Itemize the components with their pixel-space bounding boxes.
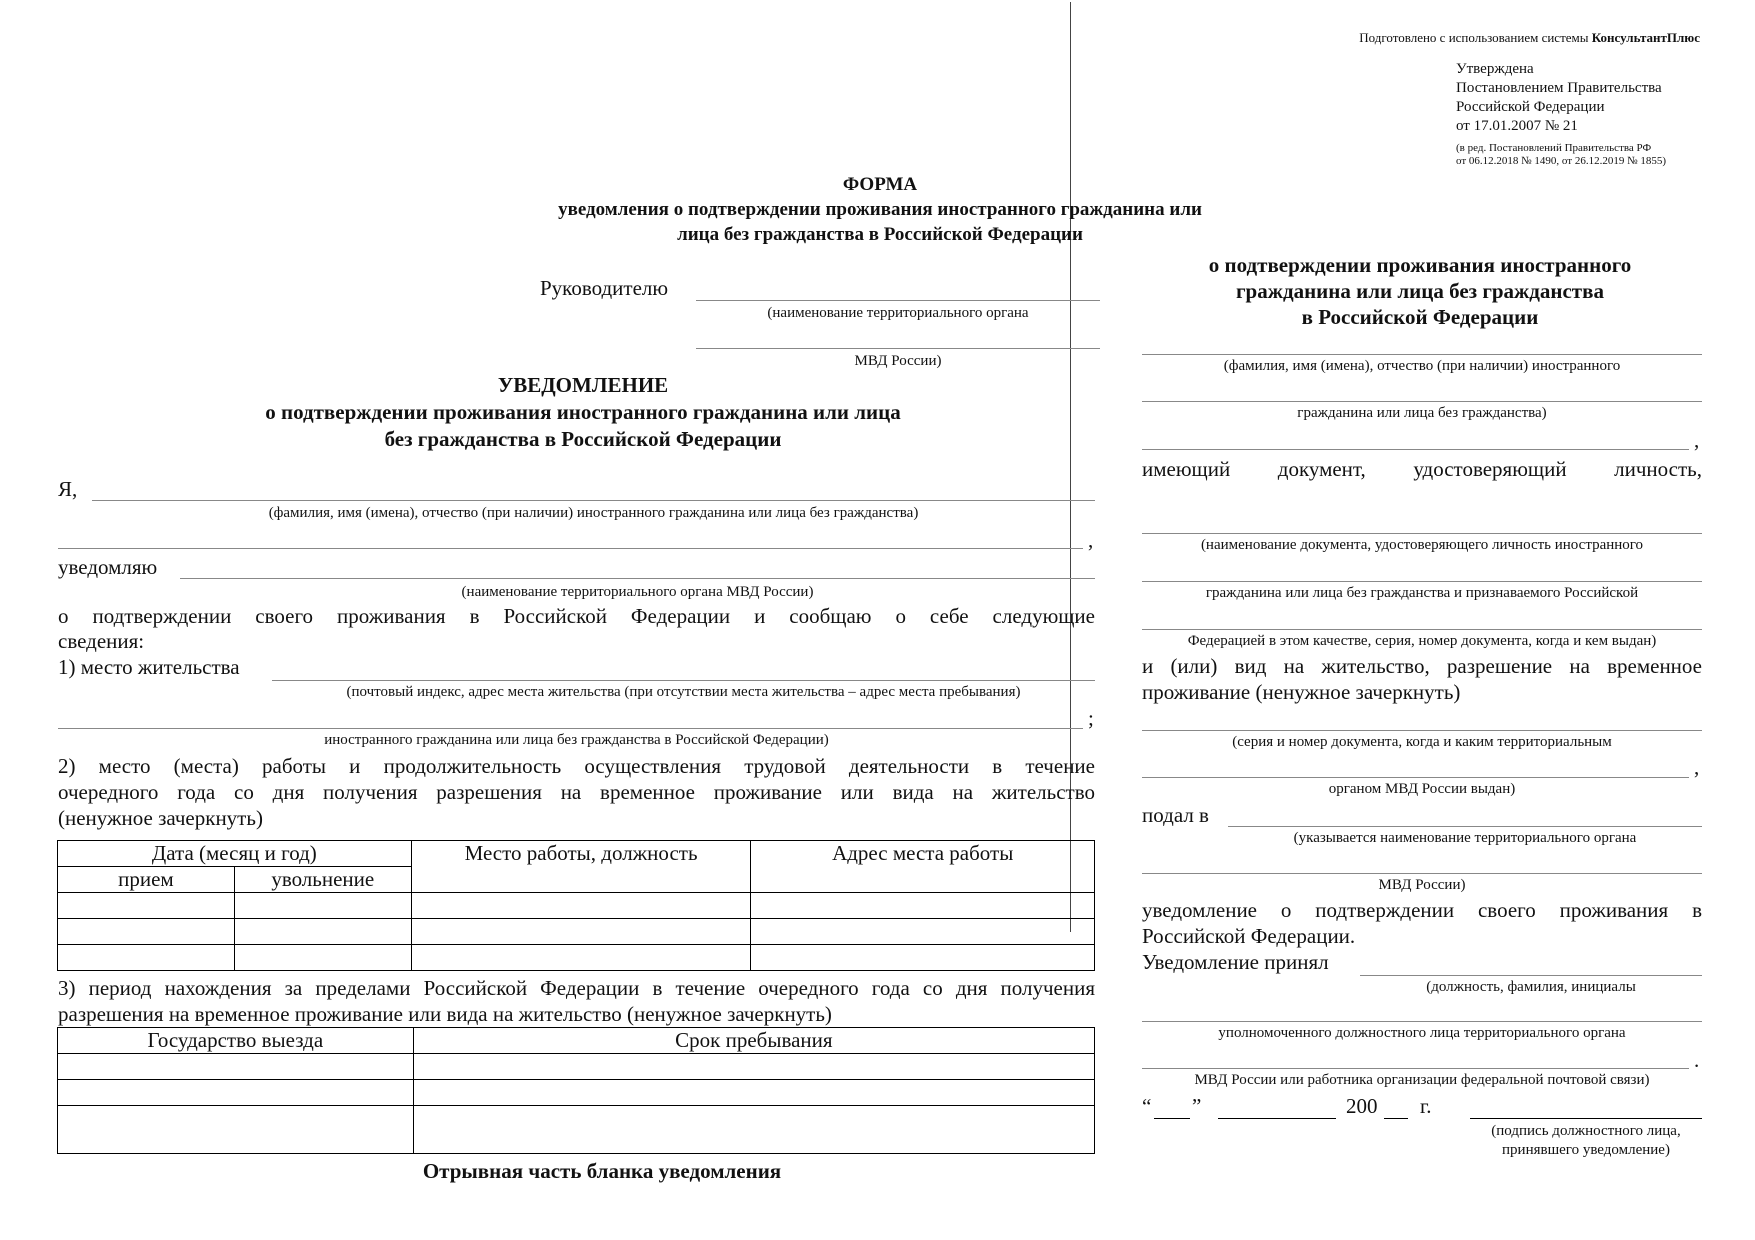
addressee-line-1[interactable] — [696, 300, 1100, 301]
cell-country[interactable] — [58, 1080, 414, 1106]
r-permit-line-2: проживание (ненужное зачеркнуть) — [1142, 680, 1461, 704]
r-notif-line-1: уведомление о подтверждении своего проживания в — [1142, 898, 1702, 922]
r-ser-caption-2: органом МВД России выдан) — [1328, 781, 1516, 797]
table-row — [58, 945, 1095, 971]
r-ter-caption-2: МВД России) — [1378, 877, 1466, 893]
para-confirm-line-2: сведения: — [58, 629, 145, 653]
cell-country[interactable] — [58, 1054, 414, 1080]
r-fio-caption-2: гражданина или лица без гражданства) — [1297, 405, 1547, 421]
r-pos-caption-3: МВД России или работника организации федеральной почтовой связи) — [1194, 1072, 1650, 1088]
r-signature-line[interactable] — [1470, 1118, 1702, 1119]
r-filed-label: подал в — [1142, 803, 1209, 827]
r-doc-line-1[interactable] — [1142, 533, 1702, 534]
header-dismissal: увольнение — [234, 867, 411, 893]
ya-label: Я, — [58, 477, 78, 501]
cell-dismissal[interactable] — [234, 945, 411, 971]
table-row — [58, 893, 1095, 919]
cell-address[interactable] — [751, 919, 1095, 945]
applicant-name-line-2[interactable] — [58, 548, 1083, 549]
notice-subtitle-2: без гражданства в Российской Федерации — [384, 427, 782, 451]
item2-line-2: очередного года со дня получения разрешения на временное проживание или вида на жительство — [58, 780, 1095, 804]
r-comma-2: , — [1694, 755, 1700, 779]
consultant-note — [1310, 30, 1700, 46]
work-table — [57, 840, 1095, 971]
r-fio-caption-1: (фамилия, имя (имена), отчество (при наличии) иностранного — [1223, 358, 1621, 374]
applicant-name-line[interactable] — [92, 500, 1095, 501]
approval-line-2: Постановлением Правительства — [1456, 80, 1662, 96]
header-hire: прием — [58, 867, 235, 893]
table-row — [58, 1054, 1095, 1080]
approval-line-4: от 17.01.2007 № 21 — [1456, 118, 1578, 134]
cell-hire[interactable] — [58, 893, 235, 919]
tear-off-label: Отрывная часть бланка уведомления — [422, 1159, 782, 1183]
addressee-caption-2: МВД России) — [854, 353, 942, 369]
r-ser-caption-1: (серия и номер документа, когда и каким территориальным — [1232, 734, 1612, 750]
approval-line-1: Утверждена — [1456, 61, 1534, 77]
r-date-year-suffix: г. — [1420, 1094, 1432, 1118]
item2-line-1: 2) место (места) работы и продолжительность осуществления трудовой деятельности в течение — [58, 754, 1095, 778]
r-fio-line-3[interactable] — [1142, 449, 1689, 450]
r-pos-caption-1: (должность, фамилия, инициалы — [1426, 979, 1636, 995]
r-signature-caption-1: (подпись должностного лица, — [1491, 1123, 1681, 1139]
header-date: Дата (месяц и год) — [58, 841, 412, 867]
header-country: Государство выезда — [58, 1028, 414, 1054]
consultant-brand: КонсультантПлюс — [1591, 30, 1700, 45]
notice-title: УВЕДОМЛЕНИЕ — [497, 373, 669, 397]
right-title — [1140, 252, 1700, 330]
comma-1: , — [1088, 528, 1094, 552]
semicolon: ; — [1088, 706, 1094, 730]
r-ser-line-2[interactable] — [1142, 777, 1689, 778]
cell-place[interactable] — [411, 919, 751, 945]
cell-hire[interactable] — [58, 919, 235, 945]
addressee-caption-1: (наименование территориального органа — [767, 305, 1029, 321]
consultant-prefix: Подготовлено с использованием системы — [1359, 30, 1592, 45]
r-period: . — [1694, 1048, 1700, 1072]
notice-heading — [58, 372, 1108, 453]
cell-address[interactable] — [751, 945, 1095, 971]
r-ter-caption-1: (указывается наименование территориального органа — [1293, 830, 1637, 846]
r-notif-line-2: Российской Федерации. — [1142, 924, 1356, 948]
header-address: Адрес места работы — [751, 841, 1095, 893]
right-title-line-1: о подтверждении проживания иностранного — [1208, 253, 1632, 277]
r-fio-line-1[interactable] — [1142, 354, 1702, 355]
residence-caption-1: (почтовый индекс, адрес места жительства (при отсутствии места жительства – адрес места пребывания) — [346, 684, 1021, 700]
form-title-line-2: уведомления о подтверждении проживания иностранного гражданина или — [558, 199, 1202, 220]
residence-line-2[interactable] — [58, 728, 1083, 729]
right-title-line-3: в Российской Федерации — [1301, 305, 1539, 329]
r-accepted-label: Уведомление принял — [1142, 950, 1329, 974]
approval-line-3: Российской Федерации — [1456, 99, 1605, 115]
r-date-year-line[interactable] — [1384, 1118, 1408, 1119]
approval-block — [1456, 60, 1666, 168]
addressee-label: Руководителю — [540, 276, 669, 300]
r-doc-caption-1: (наименование документа, удостоверяющего личность иностранного — [1200, 537, 1644, 553]
form-title-line-1: ФОРМА — [842, 174, 918, 195]
cell-country[interactable] — [58, 1106, 414, 1154]
r-date-quote-close: ” — [1192, 1094, 1202, 1118]
r-doc-caption-3: Федерацией в этом качестве, серия, номер документа, когда и кем выдан) — [1187, 633, 1657, 649]
cell-dismissal[interactable] — [234, 919, 411, 945]
cell-place[interactable] — [411, 945, 751, 971]
r-doc-line: имеющий документ, удостоверяющий личность, — [1142, 457, 1702, 481]
form-title — [440, 172, 1320, 247]
r-date-quote-open: “ — [1142, 1094, 1152, 1118]
notify-organ-line[interactable] — [180, 578, 1095, 579]
trip-table — [57, 1027, 1095, 1154]
r-ter-line-1[interactable] — [1228, 826, 1702, 827]
cell-stay[interactable] — [413, 1106, 1094, 1154]
applicant-name-caption: (фамилия, имя (имена), отчество (при наличии) иностранного гражданина или лица без гражданства) — [268, 505, 919, 521]
cell-stay[interactable] — [413, 1054, 1094, 1080]
item1-label: 1) место жительства — [58, 655, 240, 679]
r-pos-line-2[interactable] — [1142, 1021, 1702, 1022]
approval-revision-2: от 06.12.2018 № 1490, от 26.12.2019 № 1855) — [1456, 155, 1666, 167]
r-signature-caption-2: принявшего уведомление) — [1502, 1142, 1670, 1158]
cell-dismissal[interactable] — [234, 893, 411, 919]
item3-line-1: 3) период нахождения за пределами Российской Федерации в течение очередного года со дня получения — [58, 976, 1095, 1000]
r-doc-line-3[interactable] — [1142, 629, 1702, 630]
r-pos-line-1[interactable] — [1360, 975, 1702, 976]
r-ter-line-2[interactable] — [1142, 873, 1702, 874]
r-pos-line-3[interactable] — [1142, 1068, 1689, 1069]
right-title-line-2: гражданина или лица без гражданства — [1236, 279, 1604, 303]
cell-stay[interactable] — [413, 1080, 1094, 1106]
header-place: Место работы, должность — [411, 841, 751, 893]
approval-revision-1: (в ред. Постановлений Правительства РФ — [1456, 142, 1652, 154]
notice-subtitle-1: о подтверждении проживания иностранного гражданина или лица — [265, 400, 901, 424]
residence-caption-2: иностранного гражданина или лица без гражданства в Российской Федерации) — [324, 732, 829, 748]
cell-address[interactable] — [751, 893, 1095, 919]
r-date-day-line[interactable] — [1154, 1118, 1190, 1119]
residence-line-1[interactable] — [272, 680, 1095, 681]
r-doc-caption-2: гражданина или лица без гражданства и признаваемого Российской — [1205, 585, 1639, 601]
notify-label: уведомляю — [58, 555, 158, 579]
table-row — [58, 1080, 1095, 1106]
form-title-line-3: лица без гражданства в Российской Федерации — [677, 224, 1083, 245]
addressee-line-2[interactable] — [696, 348, 1100, 349]
cell-hire[interactable] — [58, 945, 235, 971]
r-comma-1: , — [1694, 428, 1700, 452]
r-pos-caption-2: уполномоченного должностного лица территориального органа — [1218, 1025, 1626, 1041]
item2-line-3: (ненужное зачеркнуть) — [58, 806, 263, 830]
header-stay: Срок пребывания — [413, 1028, 1094, 1054]
r-ser-line-1[interactable] — [1142, 730, 1702, 731]
r-date-year-prefix: 200 — [1346, 1094, 1378, 1118]
r-doc-line-2[interactable] — [1142, 581, 1702, 582]
r-fio-line-2[interactable] — [1142, 401, 1702, 402]
table-row — [58, 919, 1095, 945]
r-date-month-line[interactable] — [1218, 1118, 1336, 1119]
table-row — [58, 1106, 1095, 1154]
para-confirm-line-1: о подтверждении своего проживания в Российской Федерации и сообщаю о себе следующие — [58, 604, 1095, 628]
item3-line-2: разрешения на временное проживание или вида на жительство (ненужное зачеркнуть) — [58, 1002, 832, 1026]
r-permit-line-1: и (или) вид на жительство, разрешение на временное — [1142, 654, 1702, 678]
cell-place[interactable] — [411, 893, 751, 919]
notify-organ-caption: (наименование территориального органа МВД России) — [461, 584, 814, 600]
